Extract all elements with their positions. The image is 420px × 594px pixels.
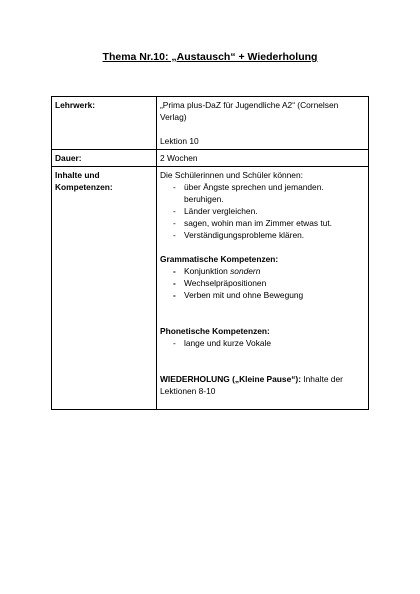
- row-value-dauer: 2 Wochen: [157, 150, 369, 167]
- table-row-inhalte: [52, 167, 369, 410]
- list-item: - Verben mit und ohne Bewegung: [173, 290, 304, 300]
- document-title: Thema Nr.10: „Austausch“ + Wiederholung: [102, 51, 318, 63]
- row-value-lehrwerk: [157, 97, 369, 150]
- competency-intro: Die Schülerinnen und Schüler können:: [160, 170, 303, 180]
- lesson-number: Lektion 10: [160, 136, 199, 146]
- skill-list: [160, 181, 365, 241]
- row-value-inhalte: [157, 167, 369, 410]
- list-item: - Verständigungsprobleme klären.: [173, 230, 305, 240]
- textbook-name: „Prima plus-DaZ für Jugendliche A2“ (Cornelsen Verlag): [160, 100, 339, 122]
- row-label-lehrwerk: Lehrwerk:: [52, 97, 157, 150]
- list-item: - Wechselpräpositionen: [173, 278, 267, 288]
- list-item: - Konjunktion sondern: [173, 266, 261, 276]
- row-label-dauer: Dauer:: [52, 150, 157, 167]
- list-item: - sagen, wohin man im Zimmer etwas tut.: [173, 218, 333, 228]
- lesson-plan-table: [51, 96, 369, 410]
- review-text: Inhalte der Lektionen 8-10: [160, 374, 343, 396]
- list-item: - über Ängste sprechen und jemanden. beruhigen.: [173, 182, 324, 204]
- review-label: WIEDERHOLUNG („Kleine Pause“):: [160, 374, 301, 384]
- review-note: [160, 373, 365, 397]
- grammar-list: [160, 265, 365, 301]
- table-row-dauer: [52, 150, 369, 167]
- grammar-heading: Grammatische Kompetenzen:: [160, 254, 279, 264]
- list-item: - Länder vergleichen.: [173, 206, 258, 216]
- phonetic-list: [160, 337, 365, 349]
- row-label-inhalte: Inhalte und Kompetenzen:: [52, 167, 157, 410]
- table-row-lehrwerk: [52, 97, 369, 150]
- phonetic-heading: Phonetische Kompetenzen:: [160, 326, 270, 336]
- list-item: - lange und kurze Vokale: [173, 338, 272, 348]
